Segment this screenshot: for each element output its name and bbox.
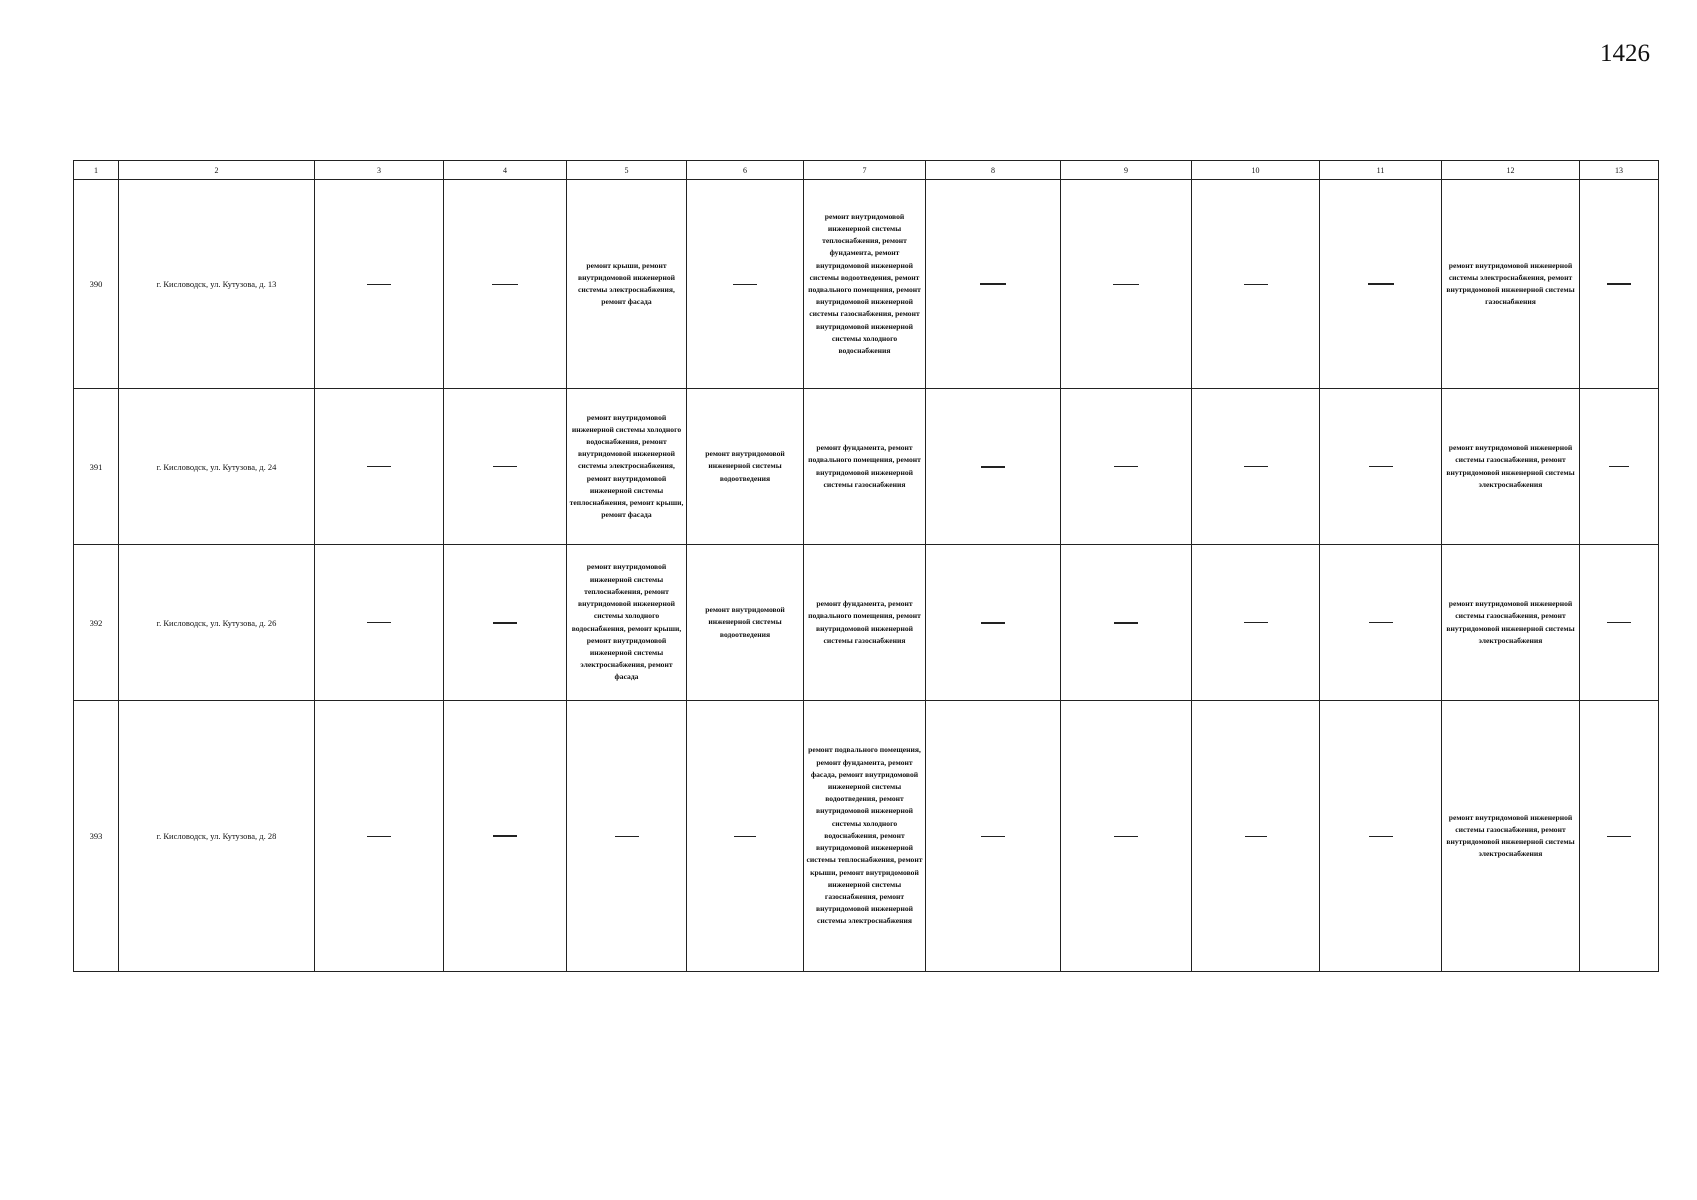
empty-cell bbox=[444, 701, 567, 972]
empty-cell bbox=[1580, 545, 1659, 701]
work-cell: ремонт внутридомовой инженерной системы теплоснабжения, ремонт внутридомовой инженерной системы холодного водоснабжения, ремонт крыши, ремонт внутридомовой инженерной системы электроснабжения, ремонт фасада bbox=[567, 545, 687, 701]
page-number: 1426 bbox=[1600, 40, 1650, 67]
work-cell: ремонт внутридомовой инженерной системы холодного водоснабжения, ремонт внутридомовой инженерной системы электроснабжения, ремонт внутридомовой инженерной системы теплоснабжения, ремонт крыши, ремонт фасада bbox=[567, 389, 687, 545]
row-address: г. Кисловодск, ул. Кутузова, д. 13 bbox=[119, 180, 315, 389]
dash-mark bbox=[1369, 836, 1393, 837]
row-address: г. Кисловодск, ул. Кутузова, д. 28 bbox=[119, 701, 315, 972]
work-cell: ремонт фундамента, ремонт подвального помещения, ремонт внутридомовой инженерной системы газоснабжения bbox=[804, 545, 926, 701]
dash-mark bbox=[1607, 283, 1631, 285]
empty-cell bbox=[1061, 701, 1192, 972]
column-header: 9 bbox=[1061, 161, 1192, 180]
empty-cell bbox=[1320, 180, 1442, 389]
table-row bbox=[74, 389, 1659, 545]
empty-cell bbox=[926, 545, 1061, 701]
dash-mark bbox=[1607, 836, 1631, 837]
column-header: 7 bbox=[804, 161, 926, 180]
empty-cell bbox=[1192, 180, 1320, 389]
dash-mark bbox=[981, 836, 1005, 837]
work-cell: ремонт подвального помещения, ремонт фундамента, ремонт фасада, ремонт внутридомовой инженерной системы водоотведения, ремонт внутридомовой инженерной системы холодного водоснабжения, ремонт внутридомовой инженерной системы теплоснабжения, ремонт крыши, ремонт внутридомовой инженерной системы газоснабжения, ремонт внутридомовой инженерной системы электроснабжения bbox=[804, 701, 926, 972]
empty-cell bbox=[315, 389, 444, 545]
dash-mark bbox=[493, 622, 517, 624]
dash-mark bbox=[615, 836, 639, 837]
column-header: 4 bbox=[444, 161, 567, 180]
dash-mark bbox=[493, 835, 517, 837]
empty-cell bbox=[1061, 545, 1192, 701]
work-cell: ремонт внутридомовой инженерной системы электроснабжения, ремонт внутридомовой инженерной системы газоснабжения bbox=[1442, 180, 1580, 389]
empty-cell bbox=[315, 545, 444, 701]
empty-cell bbox=[444, 180, 567, 389]
empty-cell bbox=[926, 389, 1061, 545]
table-row bbox=[74, 180, 1659, 389]
column-header: 6 bbox=[687, 161, 804, 180]
column-header: 11 bbox=[1320, 161, 1442, 180]
dash-mark bbox=[493, 466, 517, 467]
empty-cell bbox=[1061, 180, 1192, 389]
empty-cell bbox=[1320, 545, 1442, 701]
dash-mark bbox=[733, 284, 757, 285]
dash-mark bbox=[734, 836, 756, 837]
empty-cell bbox=[444, 389, 567, 545]
work-cell: ремонт внутридомовой инженерной системы водоотведения bbox=[687, 389, 804, 545]
empty-cell bbox=[1192, 545, 1320, 701]
dash-mark bbox=[1113, 284, 1139, 285]
dash-mark bbox=[1609, 466, 1629, 467]
row-number: 392 bbox=[74, 545, 119, 701]
repair-register-table bbox=[73, 160, 1659, 972]
empty-cell bbox=[1580, 389, 1659, 545]
work-cell: ремонт фундамента, ремонт подвального помещения, ремонт внутридомовой инженерной системы газоснабжения bbox=[804, 389, 926, 545]
work-cell: ремонт внутридомовой инженерной системы газоснабжения, ремонт внутридомовой инженерной системы электроснабжения bbox=[1442, 545, 1580, 701]
dash-mark bbox=[367, 836, 391, 837]
empty-cell bbox=[926, 180, 1061, 389]
row-number: 391 bbox=[74, 389, 119, 545]
work-cell: ремонт внутридомовой инженерной системы газоснабжения, ремонт внутридомовой инженерной системы электроснабжения bbox=[1442, 701, 1580, 972]
dash-mark bbox=[1368, 283, 1394, 285]
work-cell: ремонт внутридомовой инженерной системы водоотведения bbox=[687, 545, 804, 701]
empty-cell bbox=[1192, 389, 1320, 545]
dash-mark bbox=[1245, 836, 1267, 837]
column-header: 3 bbox=[315, 161, 444, 180]
row-address: г. Кисловодск, ул. Кутузова, д. 26 bbox=[119, 545, 315, 701]
dash-mark bbox=[367, 622, 391, 623]
column-header: 12 bbox=[1442, 161, 1580, 180]
row-number: 390 bbox=[74, 180, 119, 389]
column-header: 5 bbox=[567, 161, 687, 180]
dash-mark bbox=[1114, 836, 1138, 837]
column-header: 8 bbox=[926, 161, 1061, 180]
dash-mark bbox=[1244, 466, 1268, 467]
dash-mark bbox=[981, 466, 1005, 468]
work-cell: ремонт внутридомовой инженерной системы теплоснабжения, ремонт фундамента, ремонт внутридомовой инженерной системы водоотведения, ремонт подвального помещения, ремонт внутридомовой инженерной системы газоснабжения, ремонт внутридомовой инженерной системы холодного водоснабжения bbox=[804, 180, 926, 389]
empty-cell bbox=[687, 180, 804, 389]
dash-mark bbox=[1607, 622, 1631, 623]
column-number-header-row bbox=[74, 161, 1659, 180]
empty-cell bbox=[315, 180, 444, 389]
work-cell: ремонт внутридомовой инженерной системы газоснабжения, ремонт внутридомовой инженерной системы электроснабжения bbox=[1442, 389, 1580, 545]
empty-cell bbox=[926, 701, 1061, 972]
empty-cell bbox=[1580, 180, 1659, 389]
dash-mark bbox=[1369, 466, 1393, 467]
dash-mark bbox=[367, 466, 391, 467]
empty-cell bbox=[444, 545, 567, 701]
dash-mark bbox=[1244, 622, 1268, 623]
dash-mark bbox=[1114, 622, 1138, 624]
empty-cell bbox=[1061, 389, 1192, 545]
column-header: 1 bbox=[74, 161, 119, 180]
row-number: 393 bbox=[74, 701, 119, 972]
table-row bbox=[74, 545, 1659, 701]
dash-mark bbox=[1114, 466, 1138, 467]
empty-cell bbox=[1192, 701, 1320, 972]
dash-mark bbox=[1244, 284, 1268, 285]
empty-cell bbox=[687, 701, 804, 972]
column-header: 10 bbox=[1192, 161, 1320, 180]
empty-cell bbox=[315, 701, 444, 972]
dash-mark bbox=[980, 283, 1006, 285]
column-header: 2 bbox=[119, 161, 315, 180]
dash-mark bbox=[981, 622, 1005, 624]
empty-cell bbox=[1320, 389, 1442, 545]
empty-cell bbox=[567, 701, 687, 972]
dash-mark bbox=[492, 284, 518, 285]
dash-mark bbox=[1369, 622, 1393, 623]
empty-cell bbox=[1580, 701, 1659, 972]
work-cell: ремонт крыши, ремонт внутридомовой инженерной системы электроснабжения, ремонт фасада bbox=[567, 180, 687, 389]
dash-mark bbox=[367, 284, 391, 285]
row-address: г. Кисловодск, ул. Кутузова, д. 24 bbox=[119, 389, 315, 545]
column-header: 13 bbox=[1580, 161, 1659, 180]
empty-cell bbox=[1320, 701, 1442, 972]
table-row bbox=[74, 701, 1659, 972]
